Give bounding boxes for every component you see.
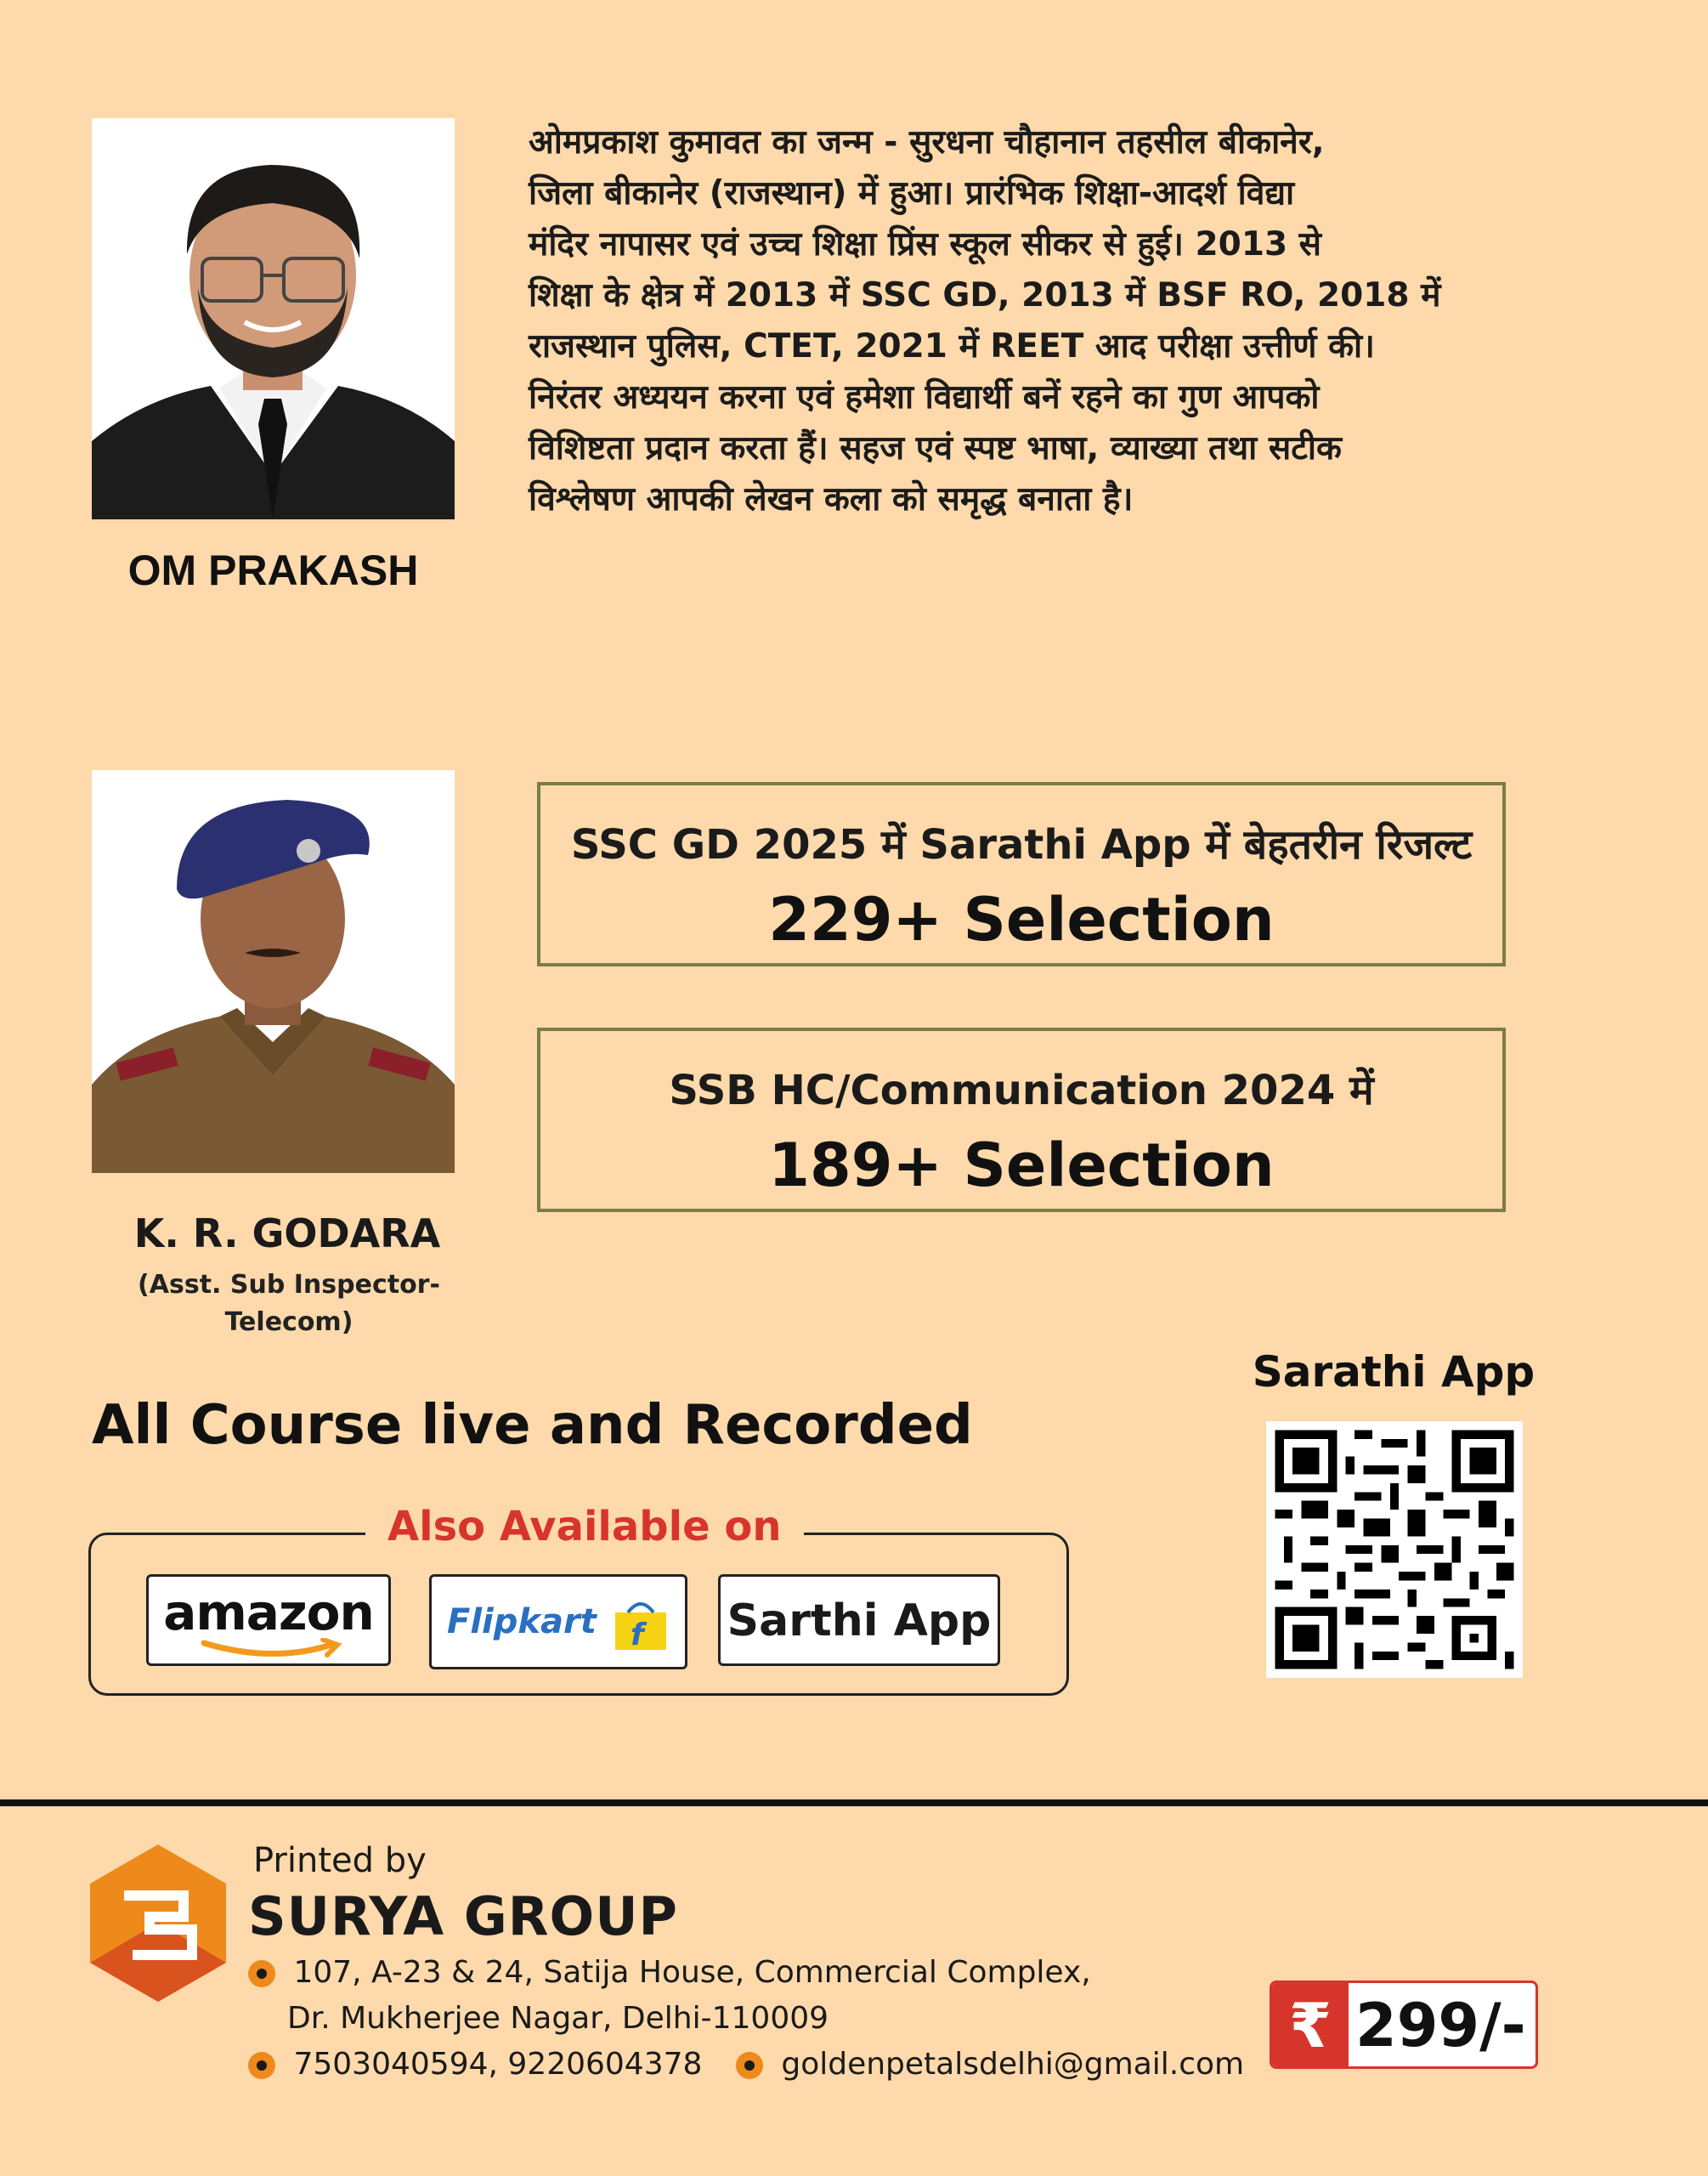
- amazon-logo-text: amazon: [163, 1584, 374, 1641]
- bio-line: शिक्षा के क्षेत्र में 2013 में SSC GD, 2013 में BSF RO, 2018 में: [529, 276, 1441, 314]
- qr-label: Sarathi App: [1252, 1347, 1536, 1397]
- author-photo-kr-godara: [92, 770, 455, 1173]
- footer-divider: [0, 1799, 1708, 1806]
- bio-line: ओमप्रकाश कुमावत का जन्म - सुरधना चौहानान तहसील बीकानेर,: [529, 123, 1325, 162]
- address-line: Dr. Mukherjee Nagar, Delhi-110009: [287, 2001, 829, 2036]
- bio-line: विशिष्टता प्रदान करता हैं। सहज एवं स्पष्ट भाषा, व्याख्या तथा सटीक: [529, 429, 1342, 468]
- bio-line: मंदिर नापासर एवं उच्च शिक्षा प्रिंस स्कूल सीकर से हुई। 2013 से: [529, 225, 1322, 264]
- sarthi-app-button[interactable]: [718, 1574, 1000, 1666]
- qr-code[interactable]: [1266, 1421, 1523, 1678]
- surya-group-logo-icon: [90, 1844, 226, 2002]
- author-name: K. R. GODARA: [133, 1210, 441, 1256]
- printer-name: SURYA GROUP: [248, 1885, 679, 1947]
- bio-line: निरंतर अध्ययन करना एवं हमेशा विद्यार्थी बनें रहने का गुण आपको: [529, 378, 1320, 416]
- bio-line: विश्लेषण आपकी लेखन कला को समृद्ध बनाता है।: [529, 480, 1134, 518]
- availability-title: Also Available on: [365, 1503, 804, 1550]
- author-photo-om-prakash: [92, 118, 455, 519]
- phone-numbers[interactable]: 7503040594, 9220604378: [293, 2047, 703, 2082]
- author-name: OM PRAKASH: [127, 547, 419, 594]
- address-text: 107, A-23 & 24, Satija House, Commercial Complex,: [293, 1955, 1091, 1990]
- result-box-ssb-hc: [537, 1028, 1506, 1212]
- amazon-button[interactable]: [146, 1574, 391, 1666]
- result-caption: SSC GD 2025 में Sarathi App में बेहतरीन रिजल्ट: [570, 821, 1473, 869]
- rupee-symbol: ₹: [1272, 1983, 1349, 2066]
- printed-by-label: Printed by: [253, 1841, 427, 1880]
- price-tag: [1270, 1980, 1538, 2069]
- price-amount: 299/-: [1355, 1991, 1526, 2060]
- contact-line: [248, 2047, 1244, 2082]
- email-address[interactable]: goldenpetalsdelhi@gmail.com: [781, 2047, 1245, 2082]
- flipkart-button[interactable]: [429, 1574, 687, 1669]
- role-line: Telecom): [224, 1307, 353, 1337]
- phone-icon: [248, 2052, 275, 2079]
- bio-line: जिला बीकानेर (राजस्थान) में हुआ। प्रारंभिक शिक्षा-आदर्श विद्या: [529, 174, 1295, 212]
- author-role: [102, 1266, 476, 1341]
- bio-line: राजस्थान पुलिस, CTET, 2021 में REET आद परीक्षा उत्तीर्ण की।: [529, 327, 1375, 366]
- flipkart-bag-icon: [607, 1595, 675, 1655]
- role-line: (Asst. Sub Inspector-: [138, 1270, 440, 1300]
- amazon-smile-icon: [200, 1638, 344, 1660]
- location-pin-icon: [248, 1960, 275, 1987]
- course-title: All Course live and Recorded: [92, 1394, 973, 1457]
- email-icon: [736, 2052, 763, 2079]
- author-bio: [529, 117, 1523, 525]
- address-line: [248, 1955, 1091, 1990]
- result-box-ssc-gd: [537, 782, 1506, 966]
- sarthi-app-label: Sarthi App: [727, 1595, 992, 1646]
- svg-text:f: f: [631, 1618, 644, 1652]
- result-caption: SSB HC/Communication 2024 में: [669, 1067, 1374, 1114]
- result-count: 189+ Selection: [768, 1130, 1275, 1200]
- flipkart-logo-text: Flipkart: [447, 1602, 597, 1641]
- result-count: 229+ Selection: [768, 885, 1275, 955]
